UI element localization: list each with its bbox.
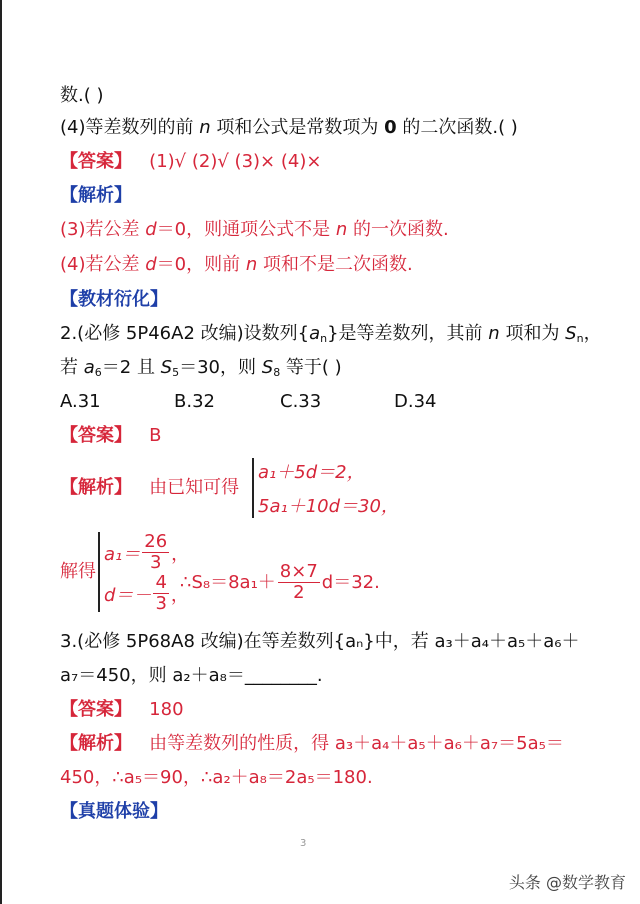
option-c: C.33: [280, 391, 322, 412]
explanation-4: (4)若公差 d＝0，则前 n 项和不是二次函数.: [60, 254, 413, 275]
zhenti-label: 【真题体验】: [60, 801, 168, 822]
brace-line: [252, 458, 254, 518]
answer-3: 【答案】 180: [60, 699, 184, 720]
equation-system-2: [98, 532, 189, 612]
statement-4: (4)等差数列的前 n 项和公式是常数项为 0 的二次函数.( ): [60, 117, 518, 138]
left-border-line: [0, 0, 2, 904]
page-number: 3: [300, 838, 307, 849]
question-2-line-1: 2.(必修 5P46A2 改编)设数列$\{a_n\}$是等差数列，其前 n 项和为 $S_n$，: [60, 323, 602, 345]
question-3-line-2: a₇＝450，则 a₂＋a₈＝________.: [60, 665, 323, 686]
jiede-label: 解得: [60, 561, 96, 582]
answer-1: 【答案】 (1)√ (2)√ (3)× (4)×: [60, 151, 322, 172]
explanation-3: (3)若公差 d＝0，则通项公式不是 n 的一次函数.: [60, 219, 449, 240]
question-2-line-2: 若 $a_6=2$ 且 $S_5=30$，则 $S_8$ 等于( ): [60, 357, 342, 379]
option-a: A.31: [60, 391, 101, 412]
jiaocai-label: 【教材衍化】: [60, 289, 168, 310]
jiexi-label-1: 【解析】: [60, 185, 132, 206]
system-2-d: d＝－ $\frac{4}{3}$ ，: [104, 572, 189, 614]
answer-2: 【答案】 B: [60, 425, 162, 446]
text-line-1: 数.( ): [60, 85, 104, 106]
option-b: B.32: [174, 391, 215, 412]
equation-system-1: [252, 458, 399, 518]
watermark: 头条 @数学教育: [508, 873, 626, 892]
sum-result: ∴S₈＝8a₁＋ $\frac{8\times 7}{2}$ d＝32.: [180, 561, 380, 603]
system-1-equation-1: a₁＋5d＝2，: [258, 462, 365, 483]
question-3-line-1: 3.(必修 5P68A8 改编)在等差数列{aₙ}中，若 a₃＋a₄＋a₅＋a₆＋: [60, 631, 580, 652]
jiexi-2-intro: 【解析】 由已知可得: [60, 477, 240, 498]
system-1-equation-2: 5a₁＋10d＝30，: [258, 496, 399, 517]
explanation-q3-line-1: 【解析】 由等差数列的性质，得 a₃＋a₄＋a₅＋a₆＋a₇＝5a₅＝: [60, 733, 564, 754]
option-d: D.34: [394, 391, 437, 412]
brace-line: [98, 532, 100, 612]
explanation-q3-line-2: 450，∴a₅＝90，∴a₂＋a₈＝2a₅＝180.: [60, 767, 373, 788]
system-2-a1: a₁＝ $\frac{26}{3}$ ，: [104, 531, 190, 573]
